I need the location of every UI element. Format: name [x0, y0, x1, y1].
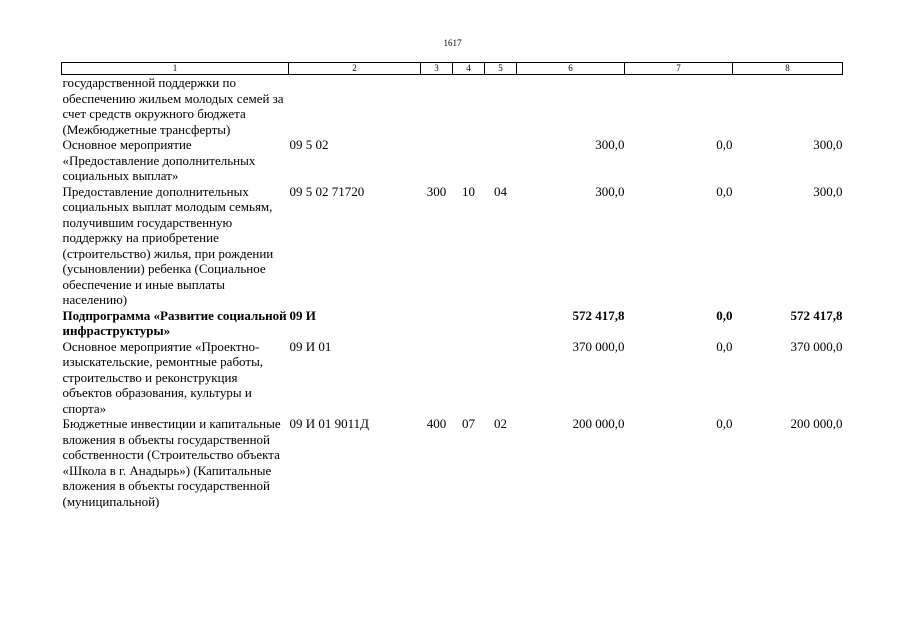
- column-header: 3: [421, 63, 453, 75]
- row-code-cell: 09 5 02: [289, 137, 329, 152]
- row-code-cell: 09 5 02 71720: [289, 183, 365, 199]
- row-c4-cell: [453, 339, 485, 417]
- row-c4-cell: [453, 137, 485, 184]
- column-header: 7: [625, 63, 733, 75]
- table-row: [62, 416, 843, 509]
- row-c5-cell: [485, 75, 517, 138]
- row-c5-cell: [485, 137, 517, 184]
- row-c5-cell: [485, 308, 517, 339]
- row-value-6-cell: 300,0: [595, 137, 625, 152]
- column-number-row: [62, 63, 843, 75]
- row-c3-cell: 300: [426, 183, 447, 199]
- row-value-8-cell: 572 417,8: [790, 307, 843, 323]
- row-code-cell: 09 И 01: [289, 338, 332, 354]
- row-value-7-cell: 0,0: [716, 183, 733, 199]
- table-row: [62, 184, 843, 308]
- row-c4-cell: [453, 308, 485, 339]
- row-c4-cell: [453, 75, 485, 138]
- row-value-6-cell: 200 000,0: [572, 416, 625, 431]
- budget-table: [61, 62, 843, 509]
- row-c4-cell: 07: [462, 416, 475, 431]
- row-value-8-cell: 200 000,0: [790, 416, 843, 431]
- column-header: 6: [517, 63, 625, 75]
- row-c3-cell: [421, 137, 453, 184]
- row-name-cell: Бюджетные инвестиции и капитальные вложения в объекты государственной собственности (Строительство объекта «Школа в г. Анадырь») (Капитальные вложения в объекты государственной (муниципальной): [62, 416, 281, 509]
- row-name-cell: Подпрограмма «Развитие социальной инфраструктуры»: [62, 307, 287, 338]
- row-value-6-cell: 300,0: [595, 183, 625, 199]
- row-c5-cell: 02: [494, 416, 507, 431]
- row-code-cell: 09 И 01 9011Д: [289, 416, 370, 431]
- row-value-6-cell: [517, 75, 625, 138]
- row-value-8-cell: [733, 75, 843, 138]
- column-header: 5: [485, 63, 517, 75]
- row-c3-cell: [421, 75, 453, 138]
- row-code-cell: [289, 75, 421, 138]
- row-value-7-cell: 0,0: [716, 338, 733, 354]
- column-header: 8: [733, 63, 843, 75]
- row-name-cell: Основное мероприятие «Проектно-изыскательские, ремонтные работы, строительство и реконструкция объектов образования, культуры и спорта»: [62, 338, 264, 416]
- row-c4-cell: 10: [462, 183, 475, 199]
- row-value-7-cell: 0,0: [716, 137, 733, 152]
- table-row: [62, 339, 843, 417]
- row-value-6-cell: 572 417,8: [572, 307, 625, 323]
- page-number: 1617: [443, 38, 462, 48]
- row-name-cell: государственной поддержки по обеспечению жильем молодых семей за счет средств окружного бюджета (Межбюджетные трансферты): [62, 75, 284, 137]
- column-header: 2: [289, 63, 421, 75]
- table-row: [62, 137, 843, 184]
- row-value-7-cell: 0,0: [716, 307, 733, 323]
- row-value-8-cell: 370 000,0: [790, 338, 843, 354]
- row-c3-cell: [421, 308, 453, 339]
- row-value-8-cell: 300,0: [813, 183, 843, 199]
- row-name-cell: Предоставление дополнительных социальных выплат молодым семьям, получившим государственную поддержку на приобретение (строительство) жилья, при рождении (усыновлении) ребенка (Социальное обеспечение и иные выплаты населению): [62, 183, 274, 307]
- row-name-cell: Основное мероприятие «Предоставление дополнительных социальных выплат»: [62, 137, 256, 183]
- row-c3-cell: 400: [426, 416, 447, 431]
- column-header: 1: [62, 63, 289, 75]
- row-code-cell: 09 И: [289, 307, 316, 323]
- row-c5-cell: 04: [494, 183, 507, 199]
- row-c5-cell: [485, 339, 517, 417]
- row-value-7-cell: [625, 75, 733, 138]
- column-header: 4: [453, 63, 485, 75]
- table-row: [62, 308, 843, 339]
- row-value-6-cell: 370 000,0: [572, 338, 625, 354]
- table-row: [62, 75, 843, 138]
- row-c3-cell: [421, 339, 453, 417]
- row-value-7-cell: 0,0: [716, 416, 733, 431]
- row-value-8-cell: 300,0: [813, 137, 843, 152]
